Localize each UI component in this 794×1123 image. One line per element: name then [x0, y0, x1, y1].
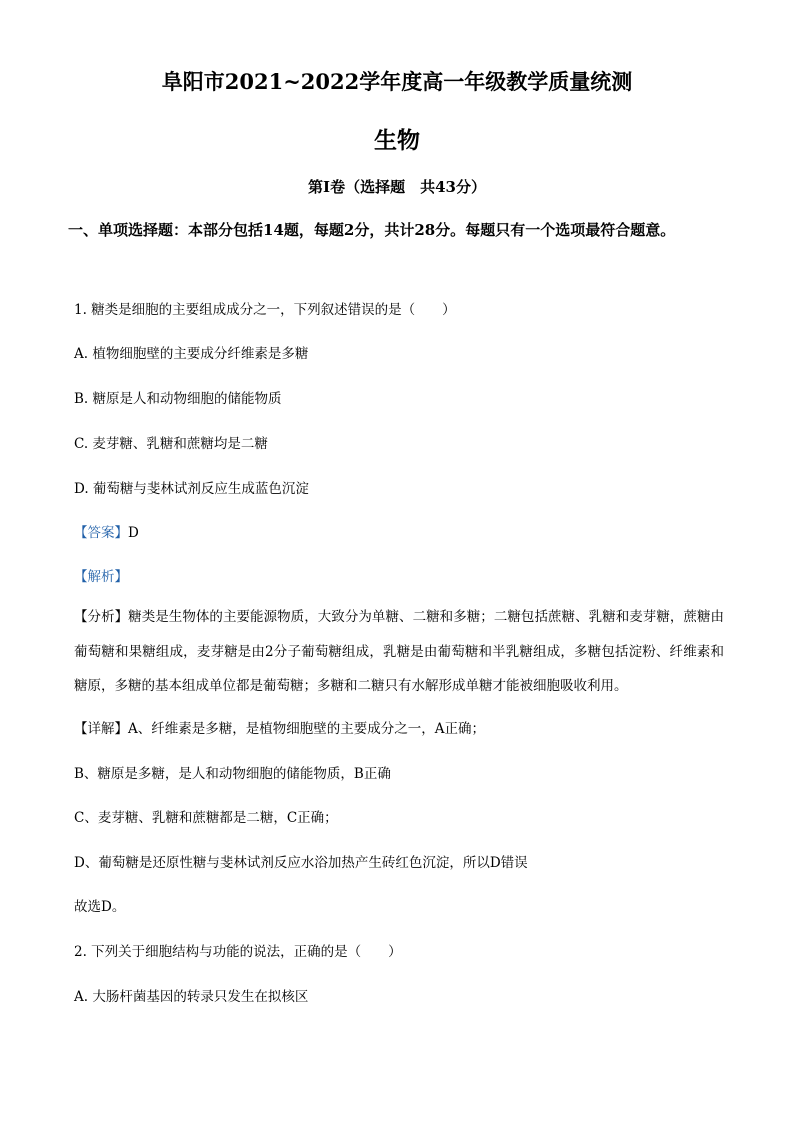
section-title: 第I卷（选择题 共43分）: [308, 178, 486, 196]
analysis-tag-text: 【解析】: [74, 569, 128, 585]
answer-tag: 【答案】: [74, 525, 128, 541]
q2-option-a: A. 大肠杆菌基因的转录只发生在拟核区: [74, 989, 309, 1005]
analysis-label: 【分析】: [74, 609, 129, 625]
analysis-text: 糖类是生物体的主要能源物质，大致分为单糖、二糖和多糖；二糖包括蔗糖、乳糖和麦芽糖，蔗糖由葡萄糖和果糖组成，麦芽糖是由2分子葡萄糖组成，乳糖是由葡萄糖和半乳糖组成，多糖包括淀粉、纤维素和糖原，多糖的基本组成单位都是葡萄糖；多糖和二糖只有水解形成单糖才能被细胞吸收利用。: [74, 609, 725, 694]
detail-line-a: [74, 717, 485, 737]
q2-stem: 2. 下列关于细胞结构与功能的说法，正确的是（ ）: [74, 944, 402, 960]
detail-line-d: D、葡萄糖是还原性糖与斐林试剂反应水浴加热产生砖红色沉淀，所以D错误: [74, 855, 528, 871]
detail-conclusion: 故选D。: [74, 899, 126, 915]
subject-title: 生物: [374, 127, 420, 154]
q1-option-d: D. 葡萄糖与斐林试剂反应生成蓝色沉淀: [74, 481, 309, 497]
detail-label: 【详解】: [74, 721, 128, 737]
q1-stem: 1. 糖类是细胞的主要组成成分之一，下列叙述错误的是（ ）: [74, 302, 456, 318]
detail-line-b: B、糖原是多糖，是人和动物细胞的储能物质，B正确: [74, 766, 391, 782]
q1-option-c: C. 麦芽糖、乳糖和蔗糖均是二糖: [74, 436, 268, 452]
exam-title: 阜阳市2021~2022学年度高一年级教学质量统测: [161, 69, 633, 94]
answer-value: D: [128, 525, 139, 541]
detail-text-a: A、纤维素是多糖，是植物细胞壁的主要成分之一，A正确；: [128, 721, 485, 737]
part1-heading: 一、单项选择题：本部分包括14题，每题2分，共计28分。每题只有一个选项最符合题意。: [68, 221, 676, 239]
q1-option-a: A. 植物细胞壁的主要成分纤维素是多糖: [74, 346, 309, 362]
analysis-tag: [74, 565, 128, 585]
detail-line-c: C、麦芽糖、乳糖和蔗糖都是二糖，C正确；: [74, 810, 338, 826]
analysis-paragraph: [74, 600, 724, 704]
q1-answer-line: [74, 521, 139, 541]
q1-option-b: B. 糖原是人和动物细胞的储能物质: [74, 391, 282, 407]
